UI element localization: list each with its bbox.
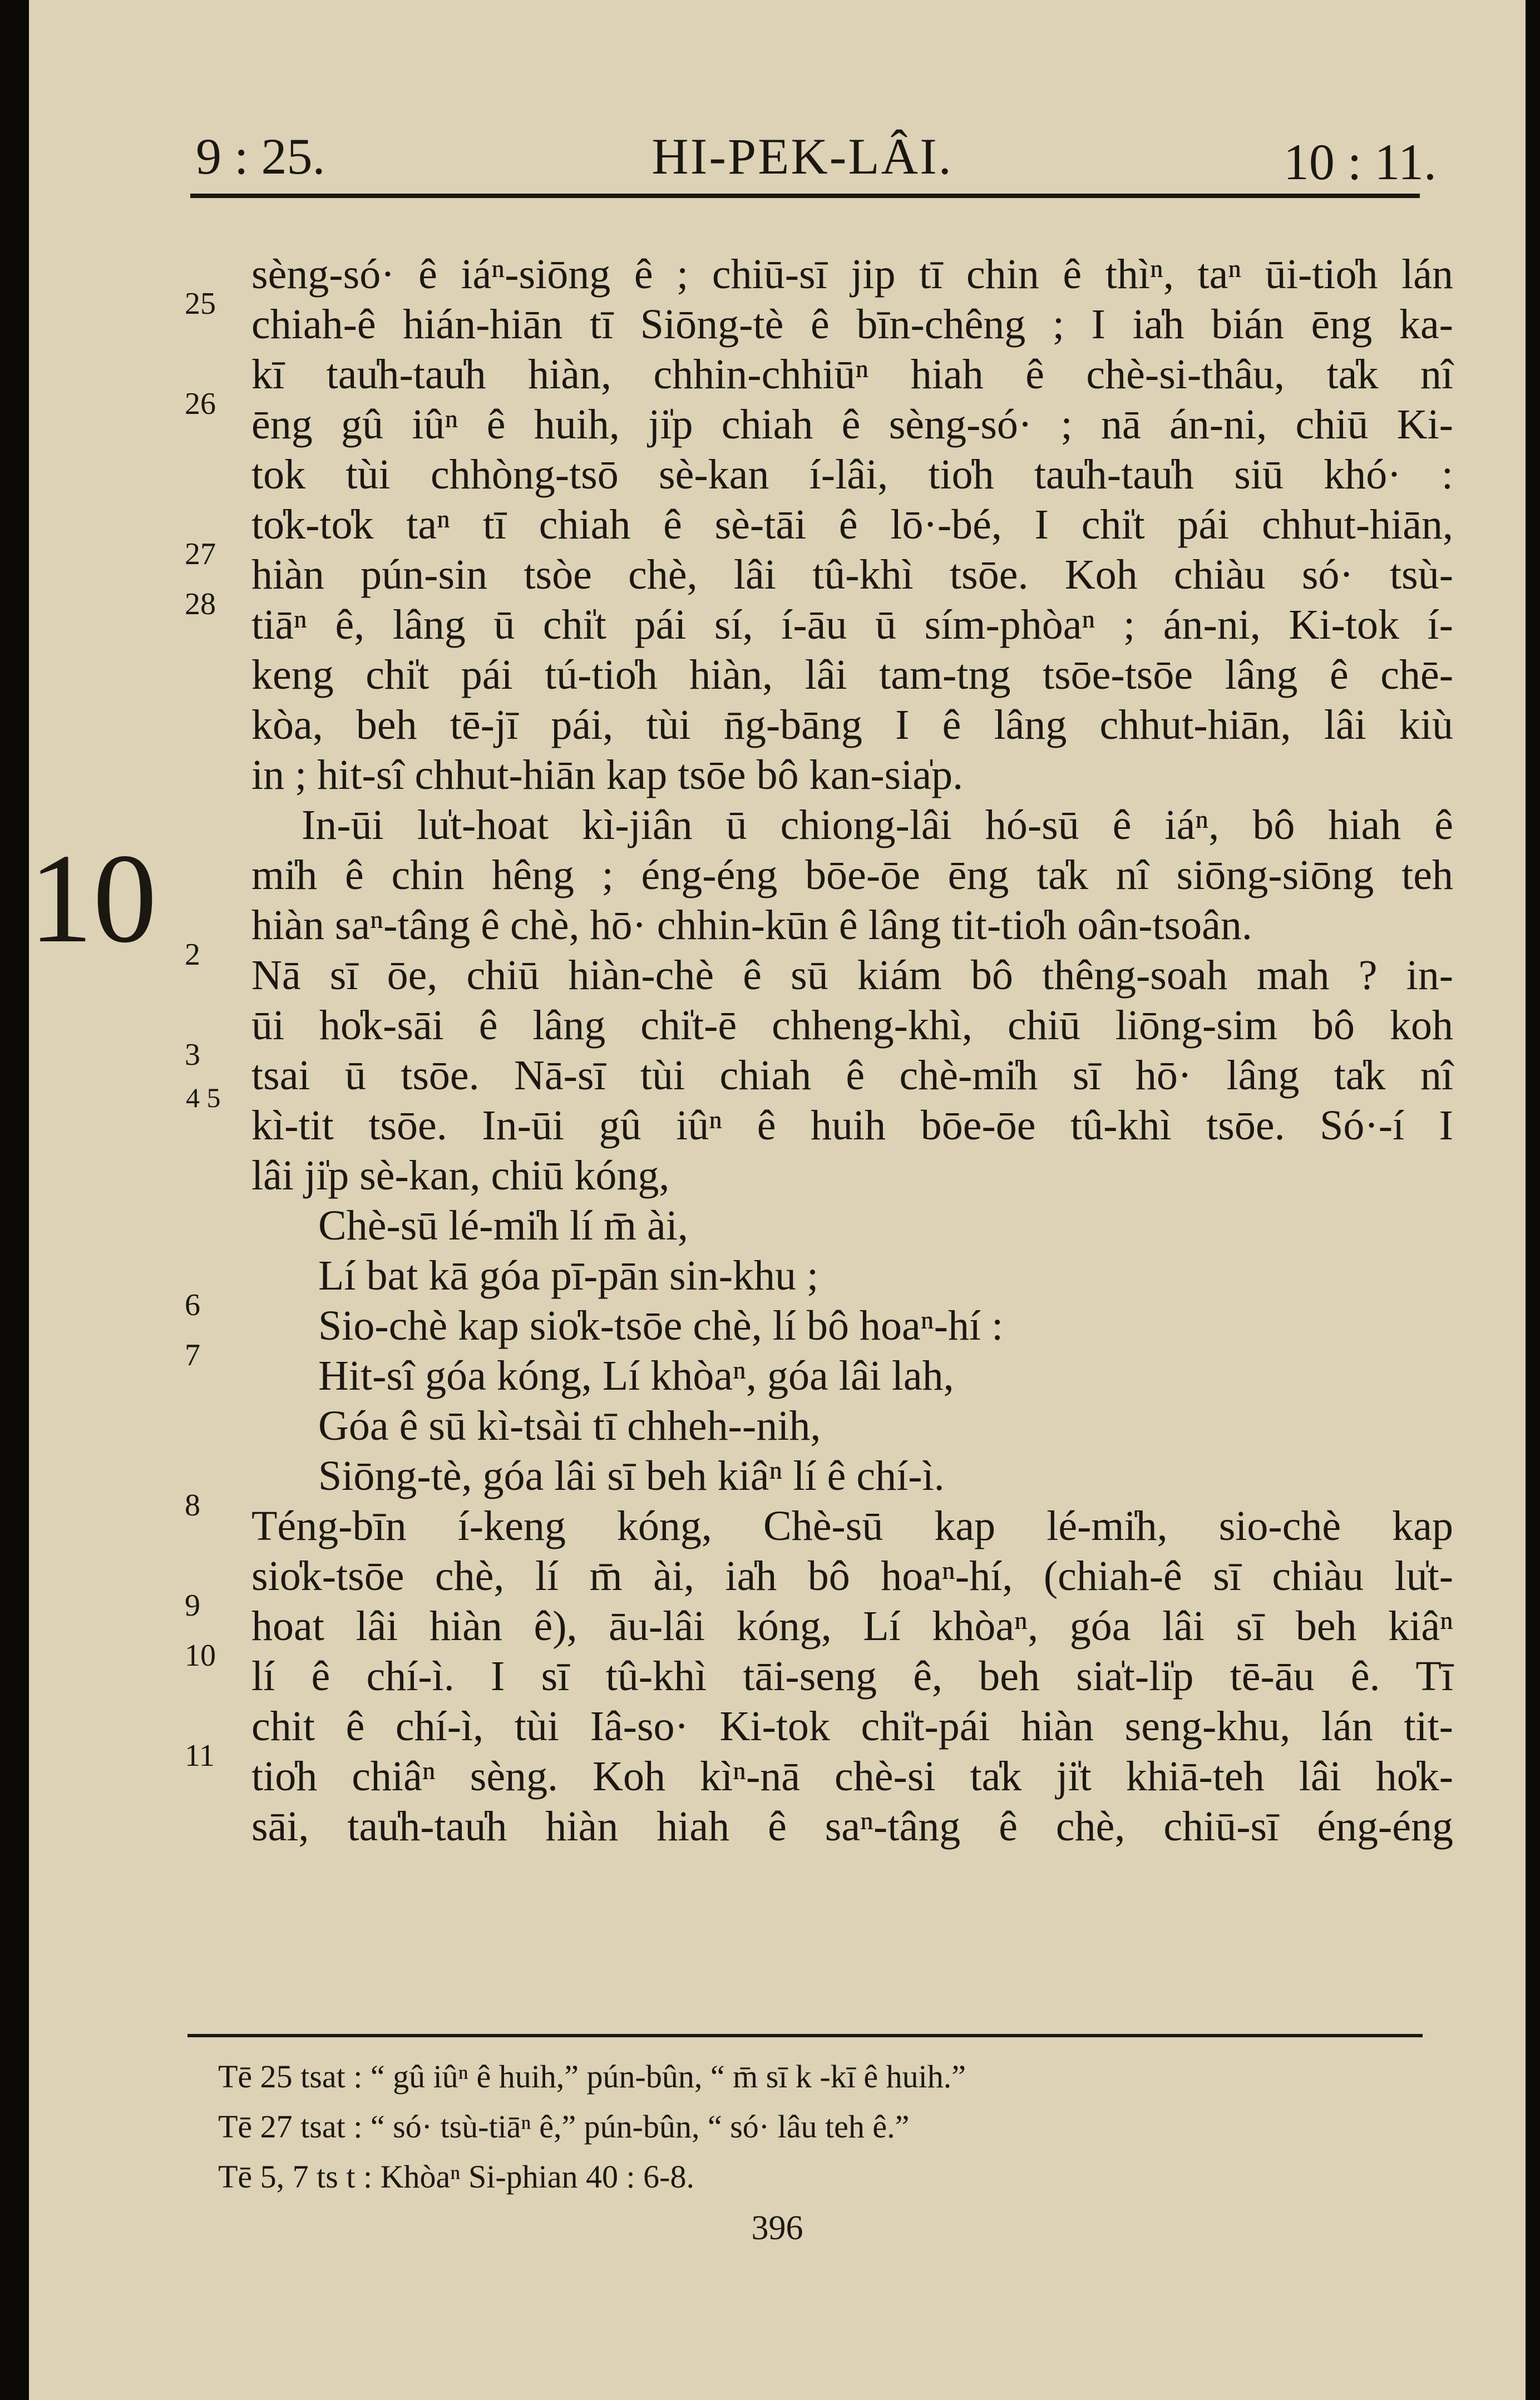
text-line bbox=[135, 1082, 1470, 1150]
text-line bbox=[135, 1288, 1470, 1351]
running-header bbox=[168, 127, 1437, 194]
poem-line: Sio-chè kap sio̍k-tsōe chè, lí bô hoaⁿ-hí : bbox=[318, 1302, 1004, 1349]
text-line-content: Nā sī ōe, chiū hiàn-chè ê sū kiám bô thêng-soah mah ? in- bbox=[251, 952, 1453, 999]
text-line-content: kòa, beh tē-jī pái, tùi n̄g-bāng I ê lâng chhut-hiān, lâi kiù bbox=[251, 702, 1453, 748]
footnote: Tē 25 tsat : “ gû iûⁿ ê huih,” pún-bûn, “ m̄ sī k -kī ê huih.” bbox=[218, 2058, 966, 2095]
text-line bbox=[135, 937, 1470, 1000]
text-line-content: kī tau̍h-tau̍h hiàn, chhin-chhiūⁿ hiah ê chè-si-thâu, ta̍k nî bbox=[251, 351, 1453, 398]
text-line bbox=[135, 500, 1470, 550]
text-line-content: Téng-bīn í-keng kóng, Chè-sū kap lé-mi̍h, sio-chè kap bbox=[251, 1503, 1453, 1549]
text-line-content: hoat lâi hiàn ê), āu-lâi kóng, Lí khòaⁿ, góa lâi sī beh kiâⁿ bbox=[251, 1603, 1453, 1650]
poem-line: Hit-sî góa kóng, Lí khòaⁿ, góa lâi lah, bbox=[318, 1352, 954, 1399]
footnote: Tē 5, 7 ts t : Khòaⁿ Si-phian 40 : 6-8. bbox=[218, 2159, 694, 2195]
text-line bbox=[135, 1401, 1470, 1451]
text-line bbox=[135, 1739, 1470, 1801]
text-line-content: hiàn pún-sin tsòe chè, lâi tû-khì tsōe. Koh chiàu só· tsù- bbox=[251, 551, 1453, 598]
text-line bbox=[135, 900, 1470, 950]
verse-number: 8 bbox=[185, 1488, 200, 1523]
text-line-content: ēng gû iûⁿ ê huih, ji̍p chiah ê sèng-só· ; nā án-ni, chiū Ki- bbox=[251, 401, 1453, 448]
text-line-content: sèng-só· ê iáⁿ-siōng ê ; chiū-sī jip tī chin ê thìⁿ, taⁿ ūi-tio̍h lán bbox=[251, 251, 1453, 298]
page-number: 396 bbox=[751, 2209, 803, 2247]
text-line-content: mi̍h ê chin hêng ; éng-éng bōe-ōe ēng ta̍k nî siōng-siōng teh bbox=[251, 852, 1453, 898]
text-line bbox=[135, 700, 1470, 750]
header-left-reference: 9 : 25. bbox=[196, 128, 325, 185]
text-line-content: sio̍k-tsōe chè, lí m̄ ài, ia̍h bô hoaⁿ-hí, (chiah-ê sī chiàu lu̍t- bbox=[251, 1553, 1453, 1599]
text-line-content: chiah-ê hián-hiān tī Siōng-tè ê bīn-chêng ; I ia̍h bián ēng ka- bbox=[251, 301, 1453, 348]
text-line-content: tiāⁿ ê, lâng ū chi̍t pái sí, í-āu ū sím-phòaⁿ ; án-ni, Ki-tok í- bbox=[251, 601, 1453, 648]
text-line bbox=[135, 1488, 1470, 1551]
footnote: Tē 27 tsat : “ só· tsù-tiāⁿ ê,” pún-bûn, “ só· lâu teh ê.” bbox=[218, 2108, 910, 2145]
text-line-content: In-ūi lu̍t-hoat kì-jiân ū chiong-lâi hó-sū ê iáⁿ, bô hiah ê bbox=[302, 802, 1453, 848]
text-line bbox=[135, 1201, 1470, 1251]
text-line-content: tsai ū tsōe. Nā-sī tùi chiah ê chè-mi̍h sī hō· lâng ta̍k nî bbox=[251, 1052, 1453, 1099]
text-line-content: lâi ji̍p sè-kan, chiū kóng, bbox=[251, 1152, 670, 1199]
chapter-number: 10 bbox=[29, 827, 157, 969]
text-line bbox=[135, 349, 1470, 399]
poem-line: Siōng-tè, góa lâi sī beh kiâⁿ lí ê chí-ì. bbox=[318, 1453, 945, 1499]
text-line bbox=[135, 249, 1470, 299]
text-line-content: tok tùi chhòng-tsō sè-kan í-lâi, tio̍h tau̍h-tau̍h siū khó· : bbox=[251, 451, 1453, 498]
text-line-content: keng chi̍t pái tú-tio̍h hiàn, lâi tam-tng tsōe-tsōe lâng ê chē- bbox=[251, 651, 1453, 698]
text-line-content: ūi ho̍k-sāi ê lâng chi̍t-ē chheng-khì, chiū liōng-sim bô koh bbox=[251, 1002, 1453, 1049]
text-line-content: lí ê chí-ì. I sī tû-khì tāi-seng ê, beh sia̍t-li̍p tē-āu ê. Tī bbox=[251, 1653, 1453, 1700]
verse-number: 4 5 bbox=[186, 1082, 221, 1113]
text-line bbox=[135, 450, 1470, 500]
page bbox=[29, 0, 1526, 2400]
text-line-content: kì-tit tsōe. In-ūi gû iûⁿ ê huih bōe-ōe tû-khì tsōe. Só·-í I bbox=[251, 1102, 1453, 1149]
text-line-content: in ; hit-sî chhut-hiān kap tsōe bô kan-sia̍p. bbox=[251, 752, 964, 798]
text-line bbox=[135, 537, 1470, 600]
text-line bbox=[135, 1588, 1470, 1651]
verse-number: 27 bbox=[185, 537, 216, 571]
text-line bbox=[135, 1150, 1470, 1201]
verse-number: 28 bbox=[185, 587, 216, 621]
text-line bbox=[135, 1000, 1470, 1050]
text-line bbox=[135, 1701, 1470, 1751]
text-line bbox=[135, 287, 1470, 349]
text-line bbox=[135, 1038, 1470, 1100]
text-line bbox=[135, 1551, 1470, 1601]
text-line bbox=[135, 1451, 1470, 1501]
text-line bbox=[135, 1338, 1470, 1401]
text-line bbox=[135, 650, 1470, 700]
poem-line: Góa ê sū kì-tsài tī chheh--nih, bbox=[318, 1403, 821, 1449]
verse-number: 25 bbox=[185, 287, 216, 321]
text-line bbox=[135, 1251, 1470, 1301]
header-right-reference: 10 : 11. bbox=[1283, 134, 1437, 190]
text-line bbox=[135, 587, 1470, 650]
text-line bbox=[135, 1801, 1470, 1851]
poem-line: Chè-sū lé-mi̍h lí m̄ ài, bbox=[318, 1202, 688, 1249]
verse-number: 10 bbox=[185, 1638, 216, 1673]
text-line-content: tio̍h chiâⁿ sèng. Koh kìⁿ-nā chè-si ta̍k ji̍t khiā-teh lâi ho̍k- bbox=[251, 1753, 1453, 1800]
verse-number: 2 bbox=[185, 937, 200, 972]
text-line bbox=[135, 387, 1470, 450]
verse-number: 3 bbox=[185, 1038, 200, 1072]
text-line bbox=[135, 750, 1470, 800]
verse-number: 11 bbox=[185, 1739, 215, 1773]
text-line bbox=[135, 1638, 1470, 1701]
text-line-content: chit ê chí-ì, tùi Iâ-so· Ki-tok chi̍t-pái hiàn seng-khu, lán tit- bbox=[251, 1703, 1453, 1750]
verse-number: 6 bbox=[185, 1288, 200, 1322]
text-body bbox=[135, 249, 1470, 1851]
text-line-content: hiàn saⁿ-tâng ê chè, hō· chhin-kūn ê lâng tit-tio̍h oân-tsoân. bbox=[251, 902, 1252, 949]
header-book-title: HI-PEK-LÂI. bbox=[651, 128, 953, 185]
poem-line: Lí bat kā góa pī-pān sin-khu ; bbox=[318, 1252, 819, 1299]
text-line-content: to̍k-to̍k taⁿ tī chiah ê sè-tāi ê lō·-bé, I chi̍t pái chhut-hiān, bbox=[251, 501, 1453, 548]
verse-number: 7 bbox=[185, 1338, 200, 1372]
footnotes bbox=[218, 2052, 1442, 2202]
text-line bbox=[135, 800, 1470, 850]
text-line bbox=[135, 850, 1470, 900]
verse-number: 26 bbox=[185, 387, 216, 421]
verse-number: 9 bbox=[185, 1588, 200, 1623]
header-rule bbox=[190, 194, 1420, 198]
text-line-content: sāi, tau̍h-tau̍h hiàn hiah ê saⁿ-tâng ê chè, chiū-sī éng-éng bbox=[251, 1803, 1453, 1850]
footnote-rule bbox=[187, 2034, 1423, 2037]
